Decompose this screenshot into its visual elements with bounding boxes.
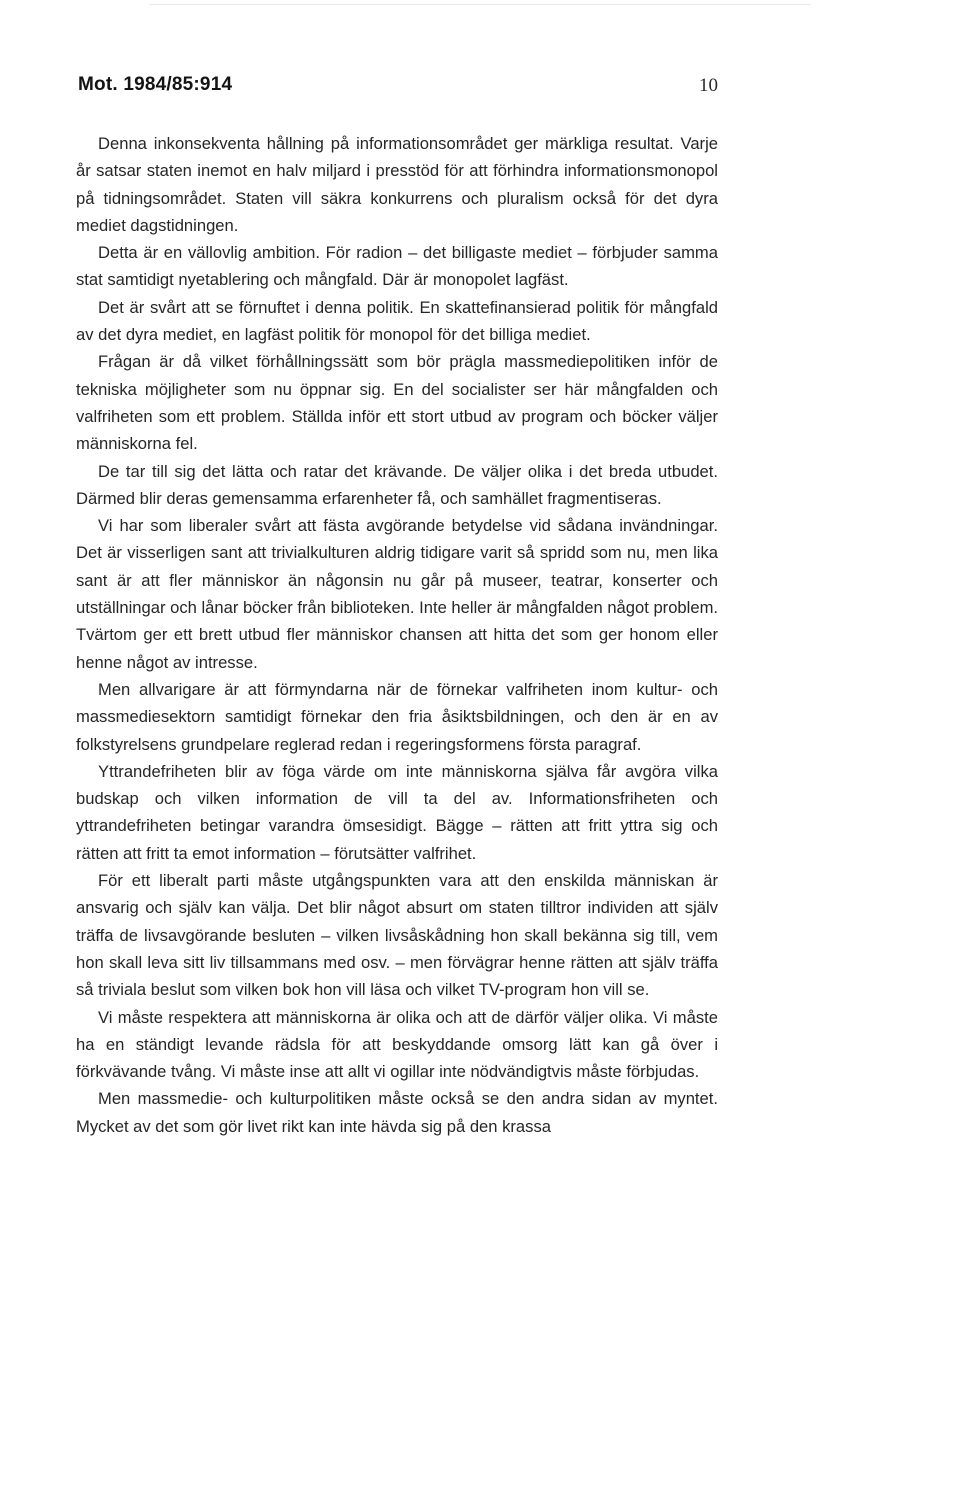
body-text xyxy=(76,130,718,1140)
page-header xyxy=(78,74,718,102)
paragraph: För ett liberalt parti måste utgångspunkten vara att den enskilda människan är ansvarig och själv kan välja. Det blir något absurt om staten tilltror individen att själv träffa de livsavgörande besluten – vilken livsåskådning hon skall bekänna sig till, vem hon skall leva sitt liv tillsammans med osv. – men förvägrar henne rätten att själv träffa så triviala beslut som vilken bok hon vill läsa och vilket TV-program hon vill se. xyxy=(76,871,718,1000)
paragraph: Men massmedie- och kulturpolitiken måste också se den andra sidan av myntet. Mycket av det som gör livet rikt kan inte hävda sig på den krassa xyxy=(76,1089,718,1136)
paragraph: Vi har som liberaler svårt att fästa avgörande betydelse vid sådana invändningar. Det är visserligen sant att trivialkulturen aldrig tidigare varit så spridd som nu, men lika sant är att fler människor än någonsin nu går på museer, teatrar, konserter och utställningar och lånar böcker från biblioteken. Inte heller är mångfalden något problem. Tvärtom ger ett brett utbud fler människor chansen att hitta det som ger honom eller henne något av intresse. xyxy=(76,516,719,672)
paragraph: Det är svårt att se förnuftet i denna politik. En skattefinansierad politik för mångfald av det dyra mediet, en lagfäst politik för monopol för det billiga mediet. xyxy=(76,297,718,345)
paragraph: De tar till sig det lätta och ratar det krävande. De väljer olika i det breda utbudet. Därmed blir deras gemensamma erfarenheter få, och samhället fragmentiseras. xyxy=(76,461,718,508)
paragraph: Frågan är då vilket förhållningssätt som bör prägla massmediepolitiken inför de tekniska möjligheter som nu öppnar sig. En del socialister ser här mångfalden och valfriheten som ett problem. Ställda inför ett stort utbud av program och böcker väljer människorna fel. xyxy=(76,352,718,454)
page-number: 10 xyxy=(699,75,718,96)
document-reference: Mot. 1984/85:914 xyxy=(78,74,233,95)
paragraph: Yttrandefriheten blir av föga värde om inte människorna själva får avgöra vilka budskap och vilken information de vill ta del av. Informationsfriheten och yttrandefriheten betingar varandra ömsesidigt. Bägge – rätten att fritt yttra sig och rätten att fritt ta emot information – förutsätter valfrihet. xyxy=(76,761,718,863)
paragraph: Vi måste respektera att människorna är olika och att de därför väljer olika. Vi måste ha en ständigt levande rädsla för att beskyddande omsorg lätt kan gå över i förkvävande tvång. Vi måste inse att allt vi ogillar inte nödvändigtvis måste förbjudas. xyxy=(76,1007,718,1082)
scan-edge-line xyxy=(150,4,810,5)
paragraph: Denna inkonsekventa hållning på informationsområdet ger märkliga resultat. Varje år satsar staten inemot en halv miljard i presstöd för att förhindra informationsmonopol på tidningsområdet. Staten vill säkra konkurrens och pluralism också för det dyra mediet dagstidningen. xyxy=(76,134,718,235)
paragraph: Detta är en vällovlig ambition. För radion – det billigaste mediet – förbjuder samma stat samtidigt nyetablering och mångfald. Där är monopolet lagfäst. xyxy=(76,243,718,290)
paragraph: Men allvarigare är att förmyndarna när de förnekar valfriheten inom kultur- och massmediesektorn samtidigt förnekar den fria åsiktsbildningen, och den är en av folkstyrelsens grundpelare reglerad redan i regeringsformens första paragraf. xyxy=(76,679,718,754)
